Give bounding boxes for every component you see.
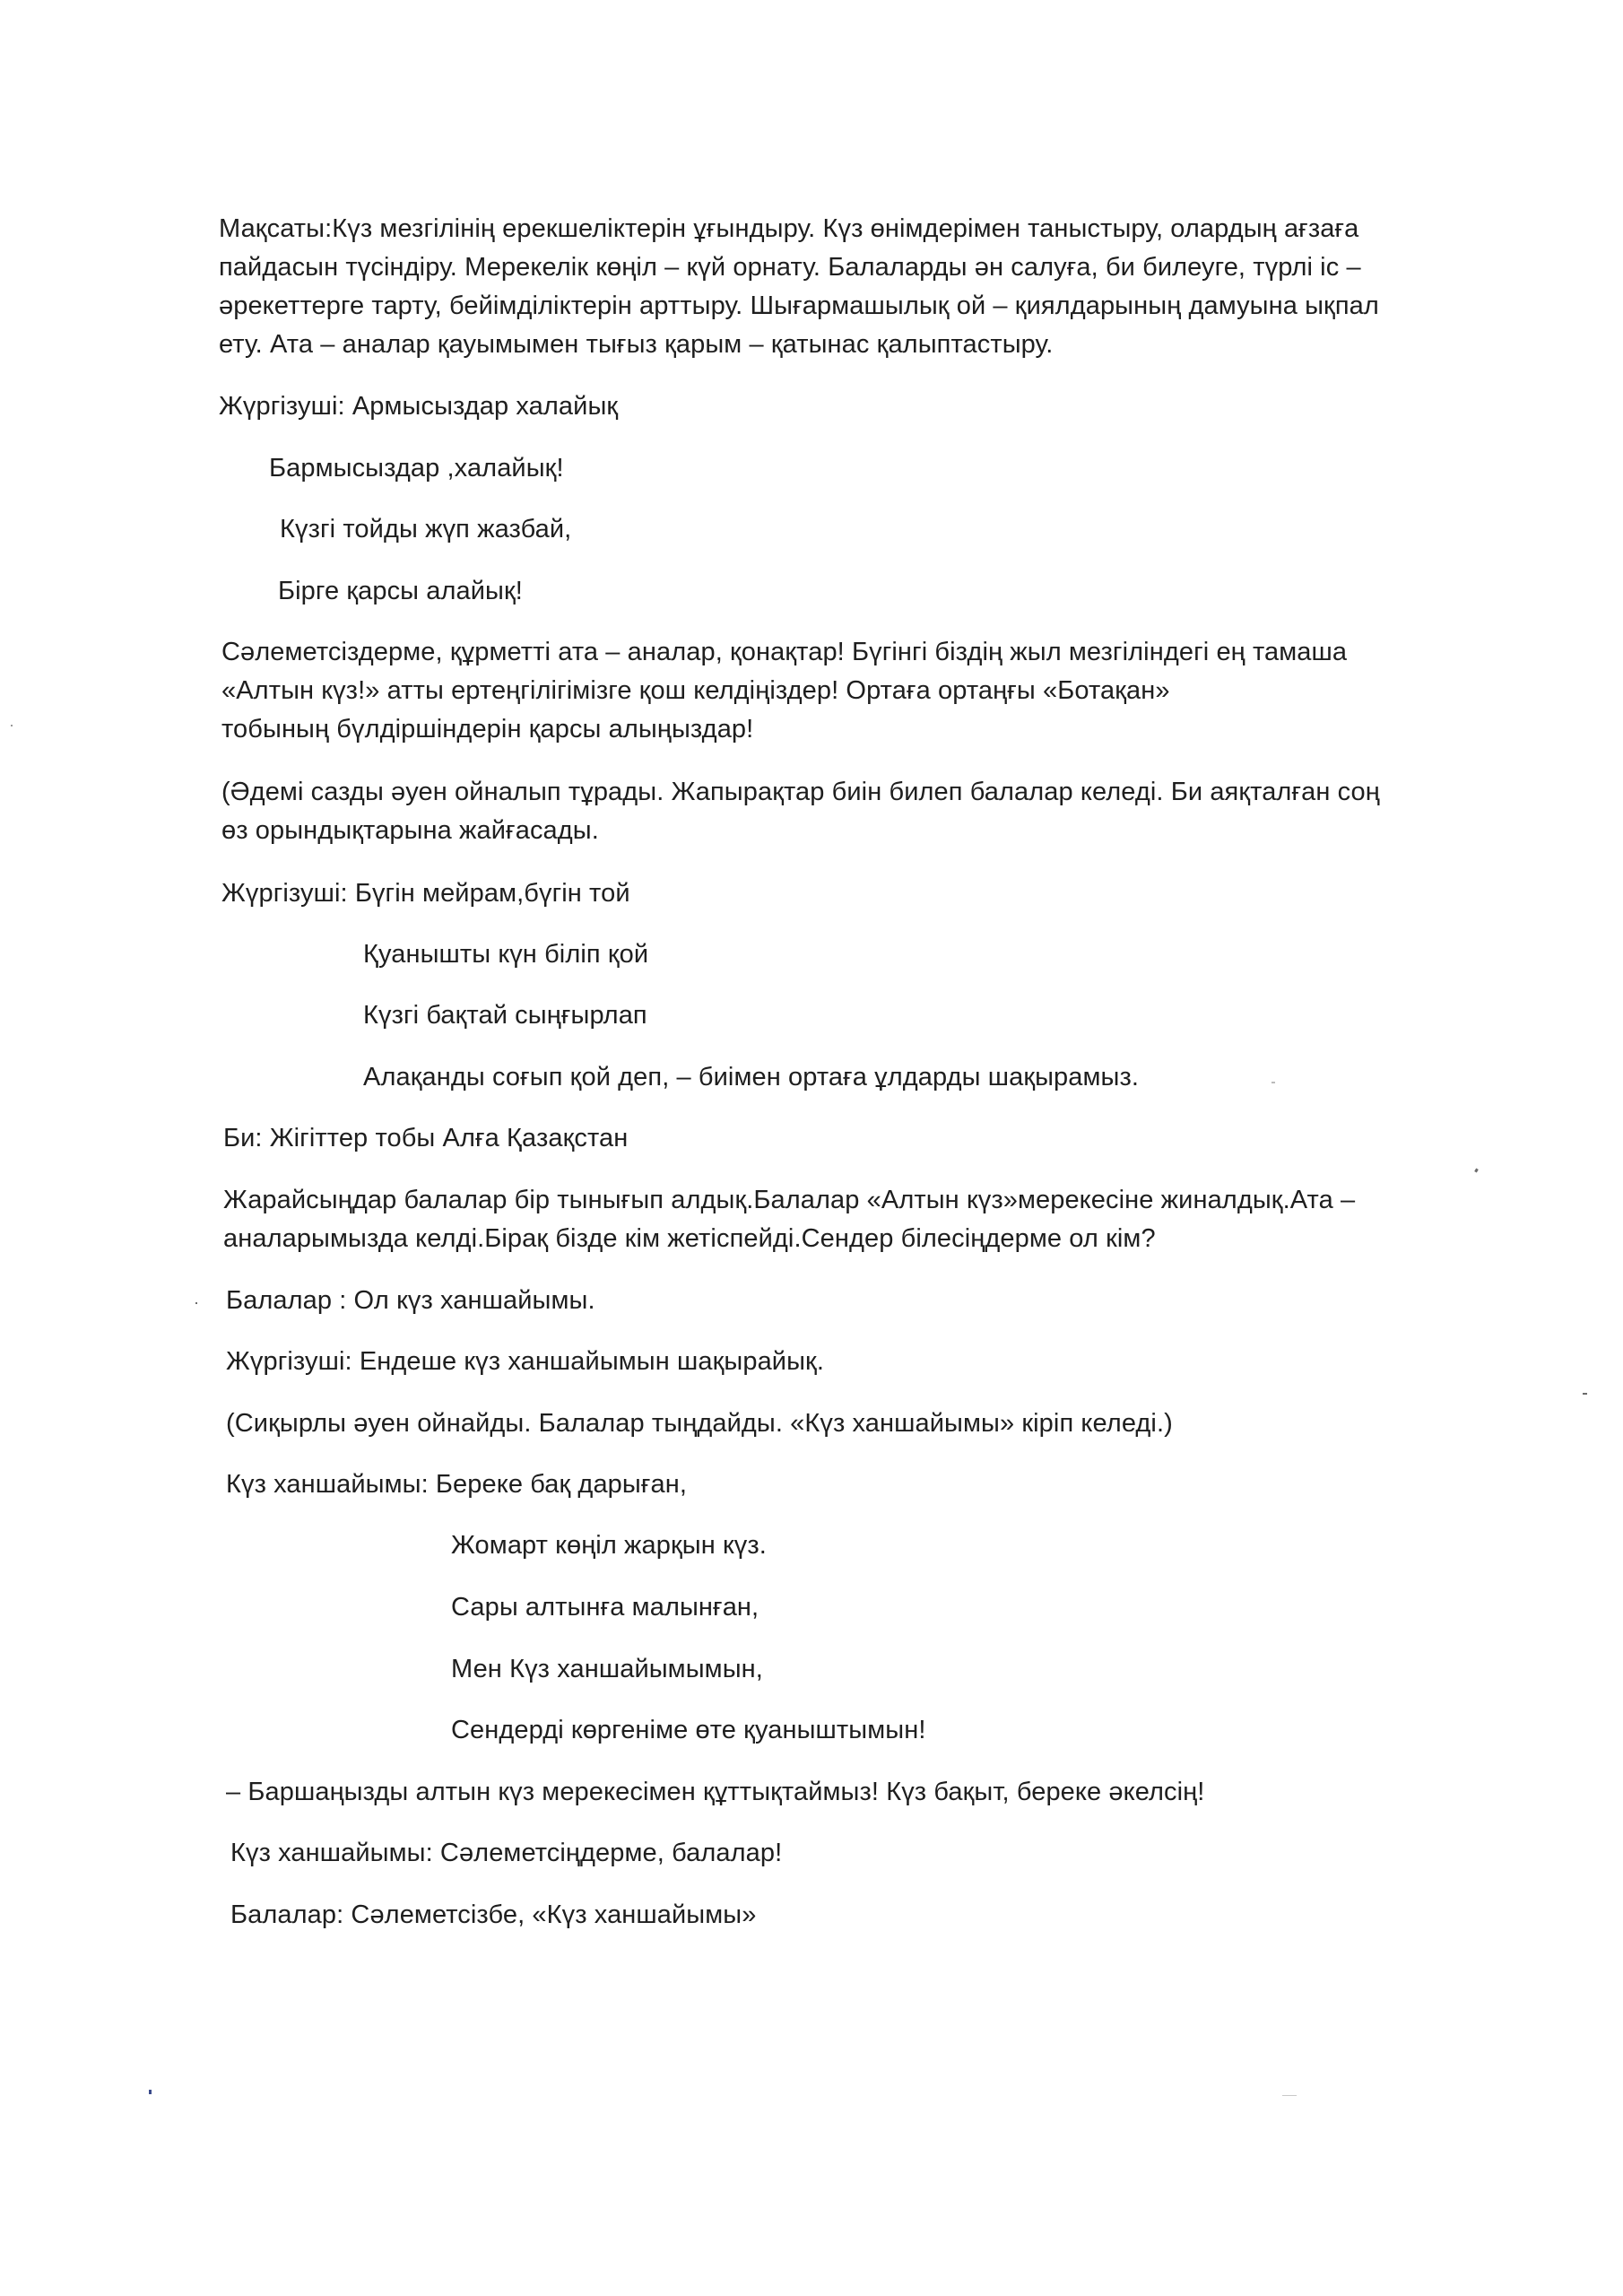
- goal-line-1: Мақсаты:Күз мезгілінің ерекшеліктерін ұғындыру. Күз өнімдерімен таныстыру, олардың ағзаға: [219, 214, 1359, 243]
- host-greeting-line-2: Бармысыздар ,халайық!: [269, 454, 564, 483]
- scan-speck: [11, 725, 13, 726]
- queen-verse-line-4: Мен Күз ханшайымымын,: [451, 1655, 763, 1683]
- dance-line: Би: Жігіттер тобы Алға Қазақстан: [223, 1124, 629, 1152]
- host-verse-line-3: Күзгі бақтай сыңғырлап: [363, 1001, 647, 1030]
- queen-verse-line-5: Сендерді көргеніме өте қуаныштымын!: [451, 1716, 926, 1744]
- scan-speck: [149, 2090, 152, 2094]
- stage-direction-1-line-1: (Әдемі сазды әуен ойналып тұрады. Жапырақтар биін билеп балалар келеді. Би аяқталған соң: [221, 778, 1380, 806]
- goal-line-4: ету. Ата – аналар қауымымен тығыз қарым – қатынас қалыптастыру.: [219, 330, 1054, 359]
- host-greeting-line-1: Жүргізуші: Армысыздар халайық: [219, 392, 619, 421]
- queen-verse-line-2: Жомарт көңіл жарқын күз.: [451, 1531, 767, 1560]
- host-question-line-1: Жарайсыңдар балалар бір тынығып алдық.Балалар «Алтын күз»мерекесіне жиналдық.Ата –: [223, 1186, 1356, 1214]
- children-hello-line: Балалар: Сәлеметсізбе, «Күз ханшайымы»: [230, 1900, 757, 1929]
- host-greeting-line-4: Бірге қарсы алайық!: [278, 577, 523, 605]
- queen-verse-line-3: Сары алтынға малынған,: [451, 1593, 759, 1622]
- scan-speck: [1474, 1169, 1479, 1173]
- queen-verse-line-1: Күз ханшайымы: Береке бақ дарыған,: [226, 1470, 688, 1499]
- stage-direction-1-line-2: өз орындықтарына жайғасады.: [221, 816, 599, 845]
- scan-speck: [195, 1302, 197, 1304]
- host-question-line-2: аналарымызда келді.Бірақ бізде кім жетіспейді.Сендер білесіңдерме ол кім?: [223, 1224, 1156, 1253]
- stage-direction-2-line: (Сиқырлы әуен ойнайды. Балалар тыңдайды. «Күз ханшайымы» кіріп келеді.): [226, 1409, 1173, 1438]
- queen-hello-line: Күз ханшайымы: Сәлеметсіңдерме, балалар!: [230, 1839, 783, 1867]
- host-verse-line-1: Жүргізуші: Бүгін мейрам,бүгін той: [221, 879, 630, 908]
- scan-speck: [1583, 1393, 1587, 1395]
- welcome-line-1: Сәлеметсіздерме, құрметті ата – аналар, қонақтар! Бүгінгі біздің жыл мезгіліндегі ең тамаша: [221, 638, 1348, 666]
- goal-line-3: әрекеттерге тарту, бейімділіктерін арттыру. Шығармашылық ой – қиялдарының дамуына ықпал: [219, 291, 1379, 320]
- welcome-line-3: тобының бүлдіршіндерін қарсы алыңыздар!: [221, 715, 754, 744]
- congrats-line: – Баршаңызды алтын күз мерекесімен құттықтаймыз! Күз бақыт, береке әкелсің!: [226, 1778, 1205, 1806]
- host-verse-line-2: Қуанышты күн біліп қой: [363, 940, 649, 969]
- scan-speck: [1282, 2095, 1297, 2096]
- host-verse-line-4: Алақанды соғып қой деп, – биімен ортаға ұлдарды шақырамыз.: [363, 1063, 1140, 1091]
- welcome-line-2: «Алтын күз!» атты ертеңгілігімізге қош келдіңіздер! Ортаға ортаңғы «Ботақан»: [221, 676, 1170, 705]
- scan-speck: [1271, 1082, 1275, 1083]
- goal-line-2: пайдасын түсіндіру. Мерекелік көңіл – күй орнату. Балаларды ән салуға, би билеуге, түрлі іс –: [219, 253, 1361, 282]
- host-call-line: Жүргізуші: Ендеше күз ханшайымын шақырайық.: [226, 1347, 824, 1376]
- host-greeting-line-3: Күзгі тойды жүп жазбай,: [280, 515, 572, 544]
- children-answer-line: Балалар : Ол күз ханшайымы.: [226, 1286, 595, 1315]
